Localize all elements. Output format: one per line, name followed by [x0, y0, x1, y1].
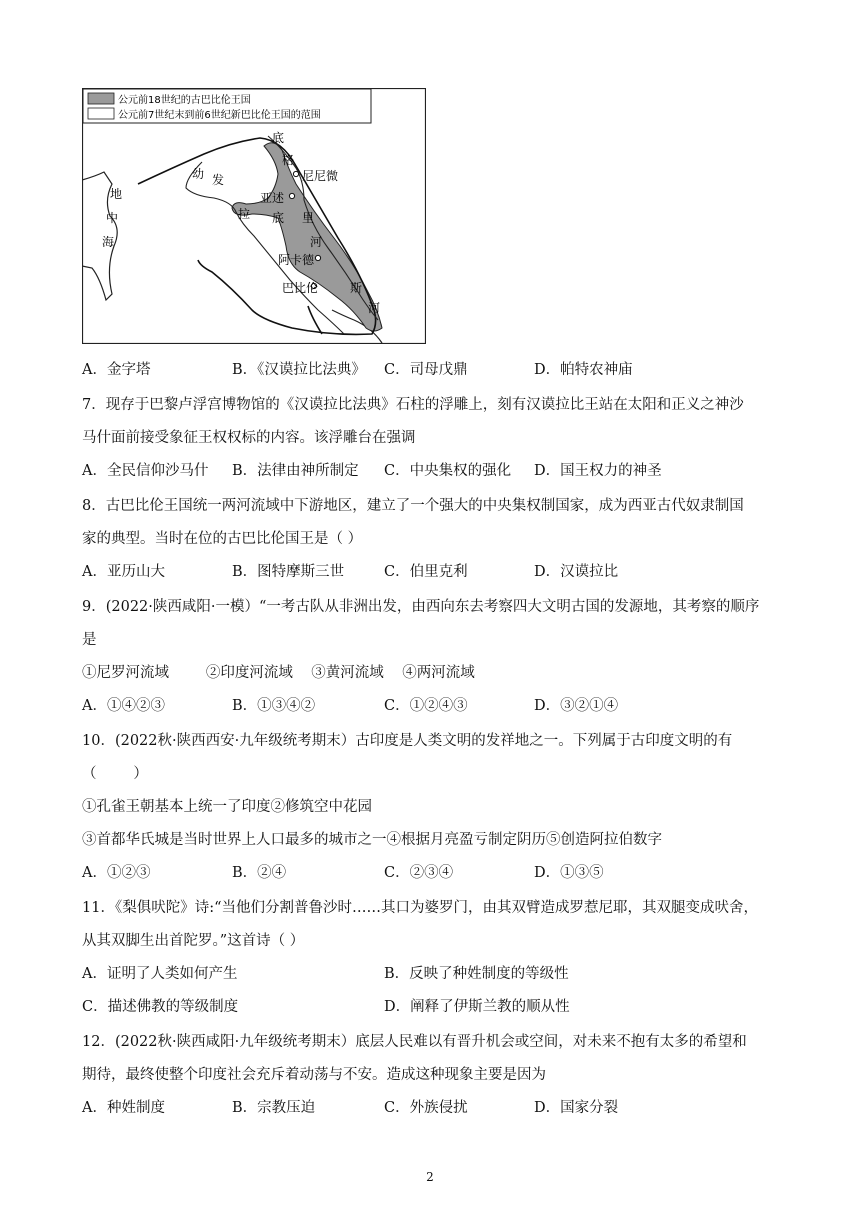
q12-stem-line2: 期待，最终使整个印度社会充斥着动荡与不安。造成这种现象主要是因为	[82, 1067, 546, 1083]
q7-option-a: A．全民信仰沙马什	[82, 463, 209, 479]
q8-option-d: D．汉谟拉比	[534, 564, 619, 580]
q11-option-d: D．阐释了伊斯兰教的顺从性	[384, 999, 570, 1015]
map-label-tigris-3: 里	[302, 211, 315, 225]
map-label-tigris-6: 河	[368, 301, 381, 315]
q6-option-b: B．《汉谟拉比法典》	[232, 362, 366, 378]
q10-option-b: B．②④	[232, 865, 287, 881]
q8-stem-line1: 8．古巴比伦王国统一两河流域中下游地区，建立了一个强大的中央集权制国家，成为西亚古代奴隶制国	[82, 498, 744, 514]
map-label-assur: 亚述	[260, 191, 285, 205]
map-label-euphrates-1: 幼	[192, 167, 205, 181]
q12-stem-line1: 12．(2022秋·陕西咸阳·九年级统考期末）底层人民难以有晋升机会或空间，对未来不抱有太多的希望和	[82, 1034, 747, 1050]
q7-stem-line2: 马什面前接受象征王权权标的内容。该浮雕台在强调	[82, 430, 416, 446]
q7-option-c: C．中央集权的强化	[384, 463, 512, 479]
q9-stem-line2: 是	[82, 632, 97, 648]
q10-item-line2: ③首都华氏城是当时世界上人口最多的城市之一④根据月亮盈亏制定阴历⑤创造阿拉伯数字	[82, 832, 662, 848]
legend-swatch-new	[88, 108, 114, 119]
assur-marker	[289, 193, 294, 198]
map-label-akkad: 阿卡德	[278, 253, 315, 267]
q9-items: ①尼罗河流域 ②印度河流域 ③黄河流域 ④两河流域	[82, 665, 475, 681]
q11-stem-line2: 从其双脚生出首陀罗。”这首诗（ ）	[82, 933, 305, 949]
q11-option-c: C．描述佛教的等级制度	[82, 999, 239, 1015]
babylon-map	[82, 88, 426, 344]
q9-option-b: B．①③④②	[232, 698, 316, 714]
q10-option-d: D．①③⑤	[534, 865, 604, 881]
map-label-mediterranean-2: 中	[106, 211, 119, 225]
map-label-tigris-5: 斯	[350, 281, 363, 295]
q8-stem-line2: 家的典型。当时在位的古巴比伦国王是（ ）	[82, 531, 363, 547]
map-label-mediterranean-3: 海	[102, 235, 115, 249]
page-number: 2	[426, 1170, 434, 1184]
legend-old-label: 公元前18世纪的古巴比伦王国	[118, 95, 251, 106]
map-label-euphrates-2: 发	[212, 173, 225, 187]
q12-option-b: B．宗教压迫	[232, 1100, 316, 1116]
q8-option-a: A．亚历山大	[82, 564, 165, 580]
q10-option-a: A．①②③	[82, 865, 151, 881]
q9-option-a: A．①④②③	[82, 698, 165, 714]
q10-option-c: C．②③④	[384, 865, 454, 881]
q7-option-d: D．国王权力的神圣	[534, 463, 662, 479]
q9-option-c: C．①②④③	[384, 698, 468, 714]
map-label-nineveh: 尼尼微	[302, 169, 339, 183]
nineveh-marker	[293, 171, 298, 176]
map-label-babylon: 巴比伦	[282, 281, 319, 295]
q12-option-a: A．种姓制度	[82, 1100, 165, 1116]
map-label-euphrates-3: 拉	[238, 207, 251, 221]
q10-item-line1: ①孔雀王朝基本上统一了印度②修筑空中花园	[82, 799, 372, 815]
q8-option-b: B．图特摩斯三世	[232, 564, 345, 580]
q8-option-c: C．伯里克利	[384, 564, 468, 580]
q11-stem-line1: 11．《梨俱吠陀》诗:“当他们分割普鲁沙时……其口为婆罗门，由其双臂造成罗惹尼耶，其双腿变成吠舍，	[82, 900, 758, 916]
map-label-mediterranean-1: 地	[110, 187, 123, 201]
map-label-tigris-4: 河	[310, 235, 323, 249]
q6-option-c: C．司母戊鼎	[384, 362, 468, 378]
q6-option-a: A．金字塔	[82, 362, 151, 378]
q6-option-d: D．帕特农神庙	[534, 362, 633, 378]
q9-option-d: D．③②①④	[534, 698, 619, 714]
q9-stem-line1: 9．(2022·陕西咸阳·一模）“一考古队从非洲出发，由西向东去考察四大文明古国的发源地，其考察的顺序	[82, 599, 760, 615]
q7-option-b: B．法律由神所制定	[232, 463, 359, 479]
q10-stem-line1: 10．(2022秋·陕西西安·九年级统考期末）古印度是人类文明的发祥地之一。下列属于古印度文明的有	[82, 733, 733, 749]
q12-option-c: C．外族侵扰	[384, 1100, 468, 1116]
legend-swatch-old	[88, 93, 114, 104]
legend-new-label: 公元前7世纪末到前6世纪新巴比伦王国的范围	[118, 110, 321, 121]
q7-stem-line1: 7．现存于巴黎卢浮宫博物馆的《汉谟拉比法典》石柱的浮雕上，刻有汉谟拉比王站在太阳和正义之神沙	[82, 397, 744, 413]
q11-option-b: B．反映了种姓制度的等级性	[384, 966, 569, 982]
map-label-tigris-1: 底	[272, 131, 285, 145]
map-label-euphrates-4: 底	[272, 211, 285, 225]
q11-option-a: A．证明了人类如何产生	[82, 966, 238, 982]
q12-option-d: D．国家分裂	[534, 1100, 619, 1116]
q10-stem-line2: （ ）	[82, 766, 148, 782]
akkad-marker	[315, 255, 320, 260]
map-label-tigris-2: 格	[282, 153, 295, 167]
